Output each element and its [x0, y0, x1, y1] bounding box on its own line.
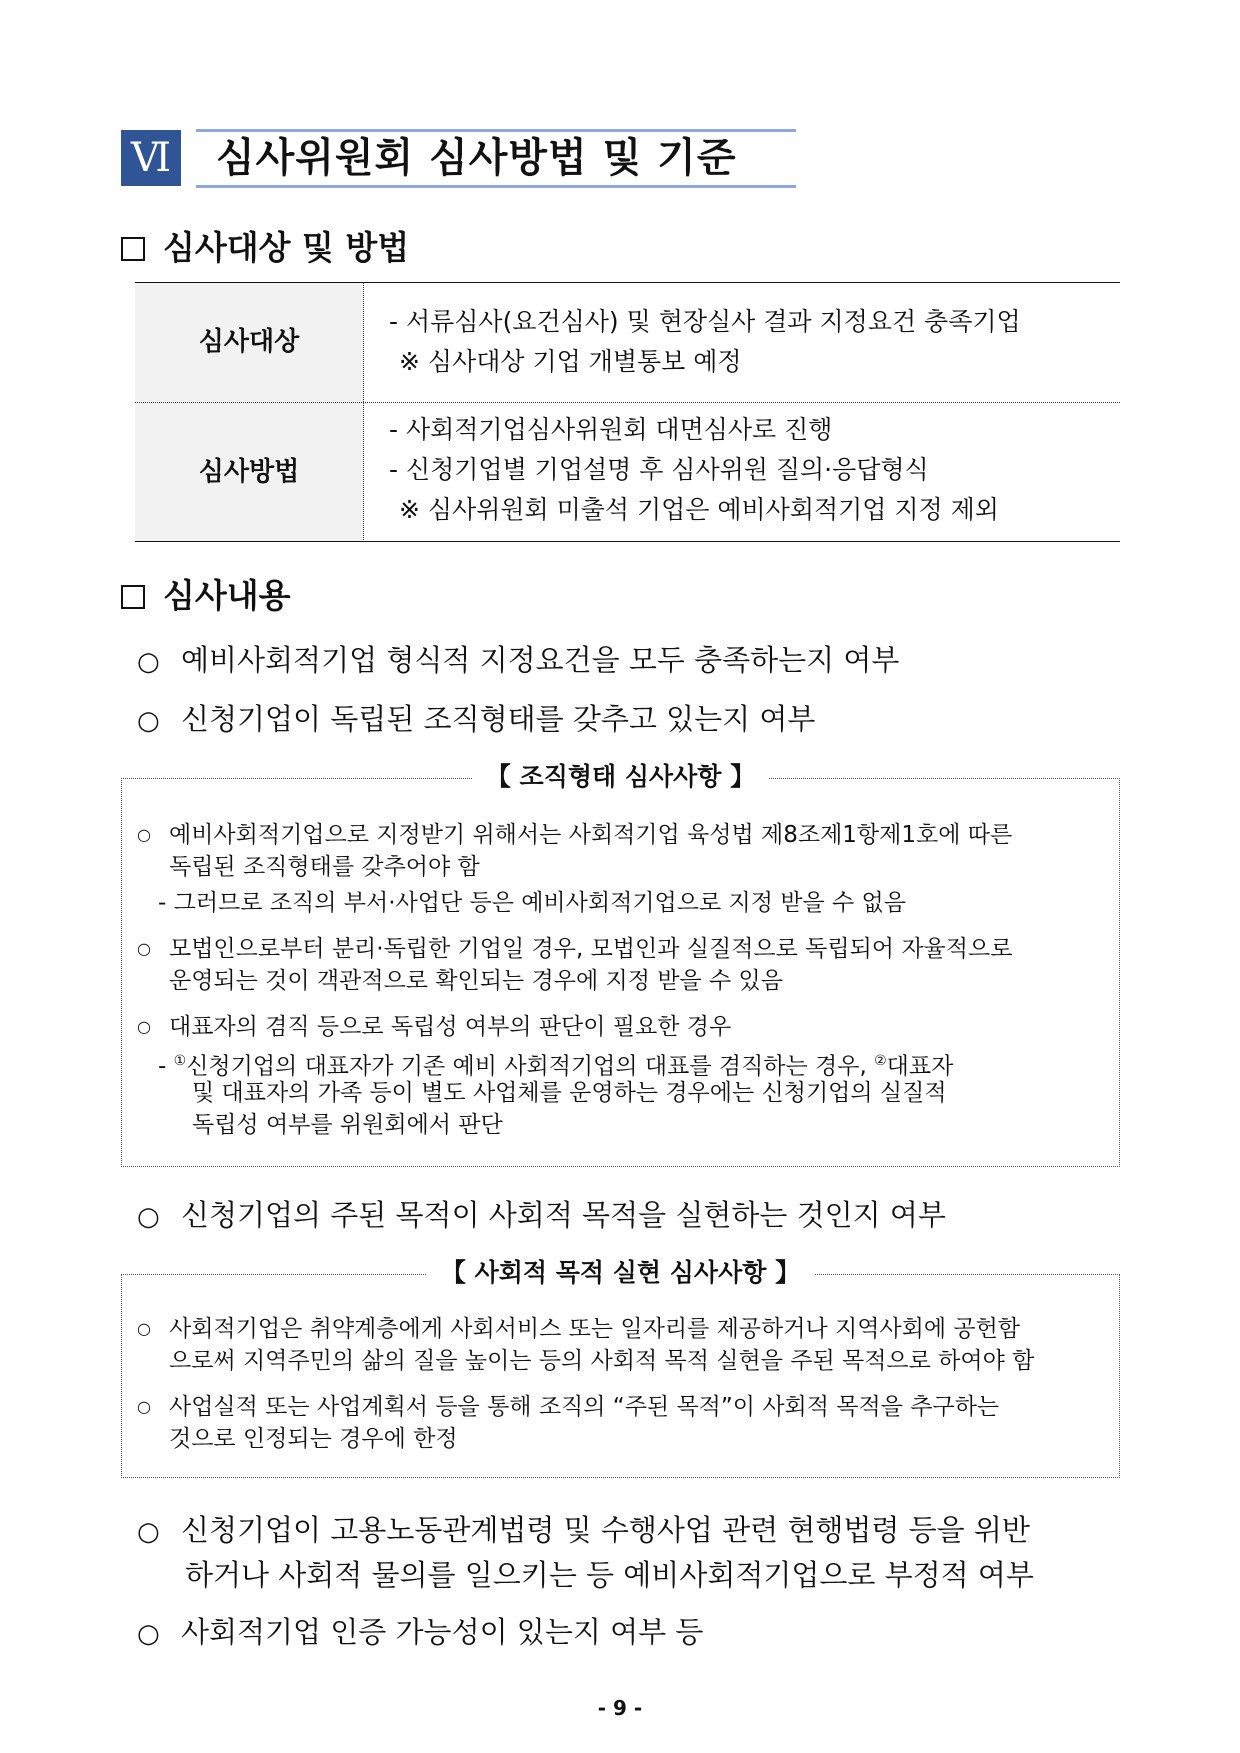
bullet-icon: ○ — [137, 825, 151, 844]
chapter-title: 심사위원회 심사방법 및 기준 — [216, 135, 737, 181]
bullet-text: 사업실적 또는 사업계획서 등을 통해 조직의 “주된 목적”이 사회적 목적을 추구하는 — [169, 1394, 1000, 1420]
circled-number-1: ① — [173, 1053, 187, 1069]
box-bullet — [137, 1011, 731, 1043]
bullet-continuation: 으로써 지역주민의 삶의 질을 높이는 등의 사회적 목적 실현을 주된 목적으로 하여야 함 — [169, 1348, 1035, 1374]
dash-marker: - — [158, 1053, 167, 1080]
content-item — [137, 1610, 703, 1651]
social-purpose-box-title — [122, 1253, 1119, 1293]
bullet-text: 모법인으로부터 분리·독립한 기업일 경우, 모법인과 실질적으로 독립되어 자율적으로 — [169, 936, 1013, 962]
circled-number-2: ② — [874, 1053, 887, 1069]
table-header-method: 심사방법 — [135, 403, 363, 541]
bullet-text: 예비사회적기업으로 지정받기 위해서는 사회적기업 육성법 제8조제1항제1호에 따른 — [169, 822, 1013, 848]
box-bullet — [137, 933, 1012, 965]
box-bullet — [137, 1391, 999, 1423]
circle-marker-icon: ○ — [137, 1619, 160, 1649]
social-purpose-review-box — [121, 1258, 1120, 1478]
org-form-box-title — [122, 757, 1119, 797]
box-title-text: 【 사회적 목적 실현 심사사항 】 — [427, 1258, 814, 1287]
page-number: - 9 - — [597, 1696, 643, 1720]
content-item-text: 신청기업이 독립된 조직형태를 갖추고 있는지 여부 — [181, 702, 816, 736]
content-item — [137, 697, 815, 738]
checkbox-square-icon — [121, 585, 145, 609]
section-title-target-method — [121, 226, 409, 270]
table-cell-note: ※ 심사위원회 미출석 기업은 예비사회적기업 지정 제외 — [399, 495, 999, 524]
sub-item-text: 대표자 — [886, 1053, 954, 1080]
sub-item-text: 신청기업의 대표자가 기존 예비 사회적기업의 대표를 겸직하는 경우, — [186, 1053, 867, 1080]
chapter-number: Ⅵ — [121, 130, 181, 186]
content-item-text: 사회적기업 인증 가능성이 있는지 여부 등 — [181, 1615, 704, 1649]
circle-marker-icon: ○ — [137, 647, 160, 677]
review-table — [135, 282, 1120, 542]
content-item — [137, 1508, 1030, 1549]
section-title-content — [121, 574, 291, 618]
bullet-continuation: 운영되는 것이 객관적으로 확인되는 경우에 지정 받을 수 있음 — [169, 968, 783, 994]
org-form-review-box — [121, 762, 1120, 1167]
section-title-text: 심사대상 및 방법 — [163, 228, 410, 267]
bullet-continuation: 독립된 조직형태를 갖추어야 함 — [169, 854, 480, 880]
sub-item-continuation: 독립성 여부를 위원회에서 판단 — [192, 1112, 503, 1138]
bullet-icon: ○ — [137, 1319, 151, 1338]
table-header-target: 심사대상 — [135, 283, 363, 402]
bullet-text: 대표자의 겸직 등으로 독립성 여부의 판단이 필요한 경우 — [169, 1014, 732, 1040]
content-item-text: 신청기업의 주된 목적이 사회적 목적을 실현하는 것인지 여부 — [181, 1198, 946, 1232]
content-item-text: 예비사회적기업 형식적 지정요건을 모두 충족하는지 여부 — [181, 643, 900, 677]
bullet-continuation: 것으로 인정되는 경우에 한정 — [169, 1426, 458, 1452]
table-column-divider — [363, 282, 364, 542]
bullet-icon: ○ — [137, 939, 151, 958]
content-item — [137, 638, 899, 679]
table-cell-note: ※ 심사대상 기업 개별통보 예정 — [399, 347, 742, 376]
bullet-icon: ○ — [137, 1017, 151, 1036]
table-cell-line: - 서류심사(요건심사) 및 현장실사 결과 지정요건 충족기업 — [389, 307, 1021, 336]
content-item-continuation: 하거나 사회적 물의를 일으키는 등 예비사회적기업으로 부정적 여부 — [185, 1558, 1034, 1592]
sub-item: - 그러므로 조직의 부서·사업단 등은 예비사회적기업으로 지정 받을 수 없음 — [158, 890, 906, 916]
table-cell-line: - 신청기업별 기업설명 후 심사위원 질의·응답형식 — [389, 455, 929, 484]
circle-marker-icon: ○ — [137, 706, 160, 736]
section-title-text: 심사내용 — [163, 576, 291, 615]
table-cell-line: - 사회적기업심사위원회 대면심사로 진행 — [389, 415, 833, 444]
content-item-text: 신청기업이 고용노동관계법령 및 수행사업 관련 현행법령 등을 위반 — [181, 1513, 1030, 1547]
checkbox-square-icon — [121, 237, 145, 261]
table-bottom-border — [135, 541, 1120, 542]
box-title-text: 【 조직형태 심사사항 】 — [472, 762, 769, 791]
circle-marker-icon: ○ — [137, 1202, 160, 1232]
box-bullet — [137, 1313, 1020, 1345]
box-bullet — [137, 819, 1012, 851]
bullet-text: 사회적기업은 취약계층에게 사회서비스 또는 일자리를 제공하거나 지역사회에 공헌함 — [169, 1316, 1021, 1342]
sub-item-continuation: 및 대표자의 가족 등이 별도 사업체를 운영하는 경우에는 신청기업의 실질적 — [192, 1080, 947, 1106]
bullet-icon: ○ — [137, 1397, 151, 1416]
content-item — [137, 1193, 946, 1234]
circle-marker-icon: ○ — [137, 1517, 160, 1547]
